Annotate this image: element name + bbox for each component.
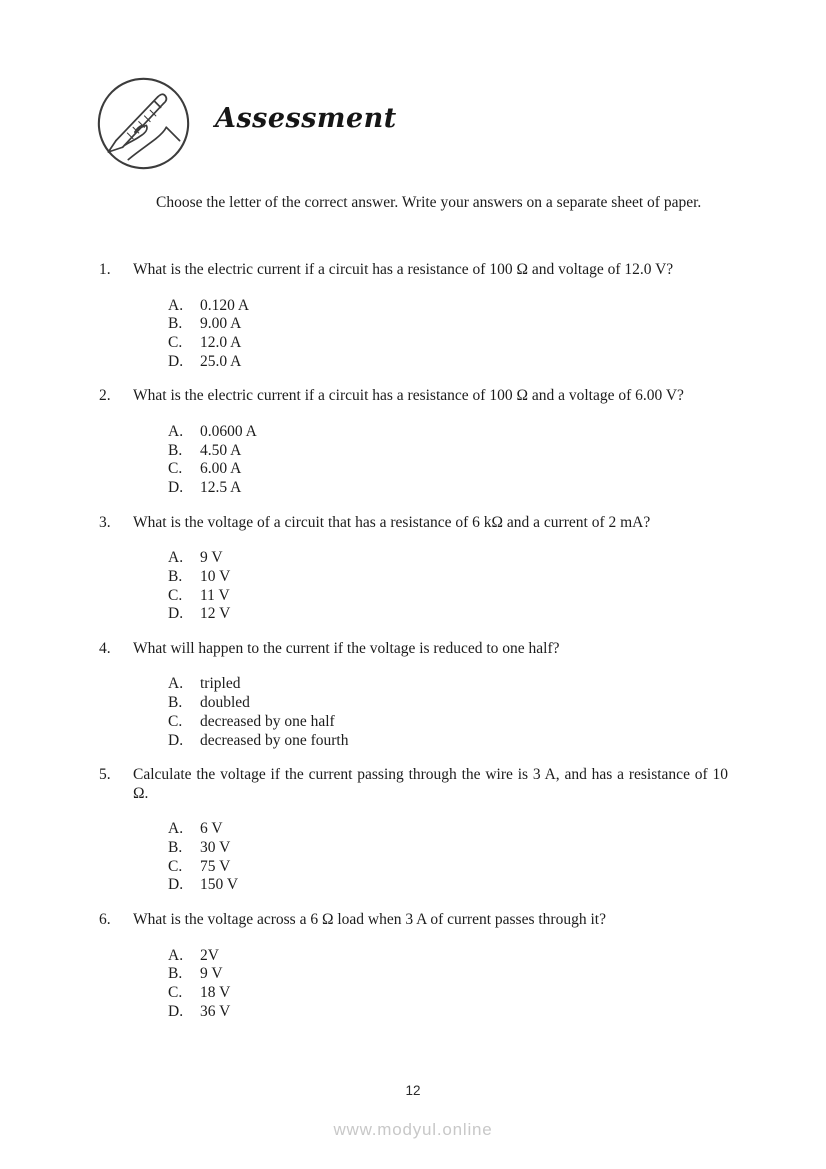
question-number: 5.: [99, 766, 111, 784]
page-title: Assessment: [215, 103, 397, 134]
option-text: 150 V: [200, 876, 239, 894]
question-text: What will happen to the current if the voltage is reduced to one half?: [133, 639, 560, 657]
option-item: [168, 568, 728, 587]
question-number: 2.: [99, 387, 111, 405]
option-item: [168, 858, 728, 877]
question-number: 3.: [99, 513, 111, 531]
option-list: [99, 297, 728, 372]
option-letter: C.: [168, 333, 183, 351]
option-letter: B.: [168, 315, 183, 333]
option-text: 9 V: [200, 549, 223, 567]
option-text: 25.0 A: [200, 352, 242, 370]
option-item: [168, 297, 728, 316]
option-item: [168, 353, 728, 372]
question-item-1: [99, 261, 728, 371]
option-text: 30 V: [200, 838, 231, 856]
option-letter: D.: [168, 605, 184, 623]
option-item: [168, 694, 728, 713]
option-item: [168, 820, 728, 839]
option-letter: C.: [168, 857, 183, 875]
option-text: 0.120 A: [200, 296, 250, 314]
page-number: 12: [405, 1083, 421, 1098]
question-text: Calculate the voltage if the current passing through the wire is 3 A, and has a resistance of 10 Ω.: [133, 766, 728, 802]
option-item: [168, 479, 728, 498]
question-item-6: [99, 911, 728, 1021]
option-text: doubled: [200, 694, 250, 712]
option-list: [99, 675, 728, 750]
option-text: 18 V: [200, 983, 231, 1001]
option-letter: C.: [168, 983, 183, 1001]
option-letter: B.: [168, 567, 183, 585]
option-letter: C.: [168, 586, 183, 604]
option-letter: A.: [168, 946, 184, 964]
option-text: 36 V: [200, 1002, 231, 1020]
option-text: decreased by one fourth: [200, 731, 349, 749]
option-text: 75 V: [200, 857, 231, 875]
option-text: 11 V: [200, 586, 230, 604]
question-number: 4.: [99, 639, 111, 657]
option-item: [168, 587, 728, 606]
option-list: [99, 947, 728, 1022]
option-letter: D.: [168, 731, 184, 749]
option-item: [168, 315, 728, 334]
option-item: [168, 675, 728, 694]
question-text: What is the electric current if a circuit has a resistance of 100 Ω and voltage of 12.0 V?: [133, 261, 674, 278]
option-item: [168, 947, 728, 966]
option-letter: D.: [168, 876, 184, 894]
option-item: [168, 965, 728, 984]
option-item: [168, 713, 728, 732]
option-letter: A.: [168, 675, 184, 693]
option-text: 12.0 A: [200, 333, 242, 351]
question-text: What is the voltage of a circuit that has a resistance of 6 kΩ and a current of 2 mA?: [133, 513, 651, 531]
option-item: [168, 460, 728, 479]
option-text: 6 V: [200, 820, 223, 838]
option-text: 9.00 A: [200, 315, 242, 333]
question-text: What is the electric current if a circuit has a resistance of 100 Ω and a voltage of 6.00 V?: [133, 387, 684, 405]
option-text: 0.0600 A: [200, 422, 257, 440]
option-letter: A.: [168, 820, 184, 838]
option-item: [168, 984, 728, 1003]
option-text: 12.5 A: [200, 478, 242, 496]
option-list: [99, 549, 728, 624]
option-item: [168, 549, 728, 568]
option-item: [168, 423, 728, 442]
writing-hand-icon: [96, 76, 191, 171]
option-letter: D.: [168, 1002, 184, 1020]
option-text: 10 V: [200, 567, 231, 585]
question-item-5: [99, 766, 728, 895]
option-letter: B.: [168, 838, 183, 856]
option-text: 12 V: [200, 605, 231, 623]
option-letter: B.: [168, 694, 183, 712]
option-letter: B.: [168, 965, 183, 983]
option-letter: A.: [168, 549, 184, 567]
watermark-text: www.modyul.online: [333, 1120, 493, 1139]
option-text: 4.50 A: [200, 441, 242, 459]
question-number: 6.: [99, 911, 111, 929]
option-item: [168, 442, 728, 461]
question-list: [99, 261, 728, 1037]
option-letter: D.: [168, 478, 184, 496]
option-letter: A.: [168, 422, 184, 440]
question-item-2: [99, 387, 728, 497]
option-letter: B.: [168, 441, 183, 459]
option-item: [168, 334, 728, 353]
instructions-paragraph: Choose the letter of the correct answer. Write your answers on a separate sheet of paper.: [156, 194, 702, 211]
option-letter: C.: [168, 712, 183, 730]
question-item-3: [99, 514, 728, 624]
option-letter: A.: [168, 296, 184, 314]
option-text: tripled: [200, 675, 241, 693]
option-text: 2V: [200, 946, 219, 964]
option-letter: C.: [168, 460, 183, 478]
option-letter: D.: [168, 352, 184, 370]
assessment-header: [96, 76, 397, 171]
question-item-4: [99, 640, 728, 750]
option-text: 6.00 A: [200, 460, 242, 478]
option-text: decreased by one half: [200, 712, 335, 730]
option-item: [168, 1003, 728, 1022]
option-list: [99, 423, 728, 498]
option-item: [168, 605, 728, 624]
option-item: [168, 839, 728, 858]
option-item: [168, 876, 728, 895]
option-list: [99, 820, 728, 895]
option-item: [168, 732, 728, 751]
question-text: What is the voltage across a 6 Ω load when 3 A of current passes through it?: [133, 911, 606, 929]
option-text: 9 V: [200, 965, 223, 983]
question-number: 1.: [99, 261, 111, 278]
